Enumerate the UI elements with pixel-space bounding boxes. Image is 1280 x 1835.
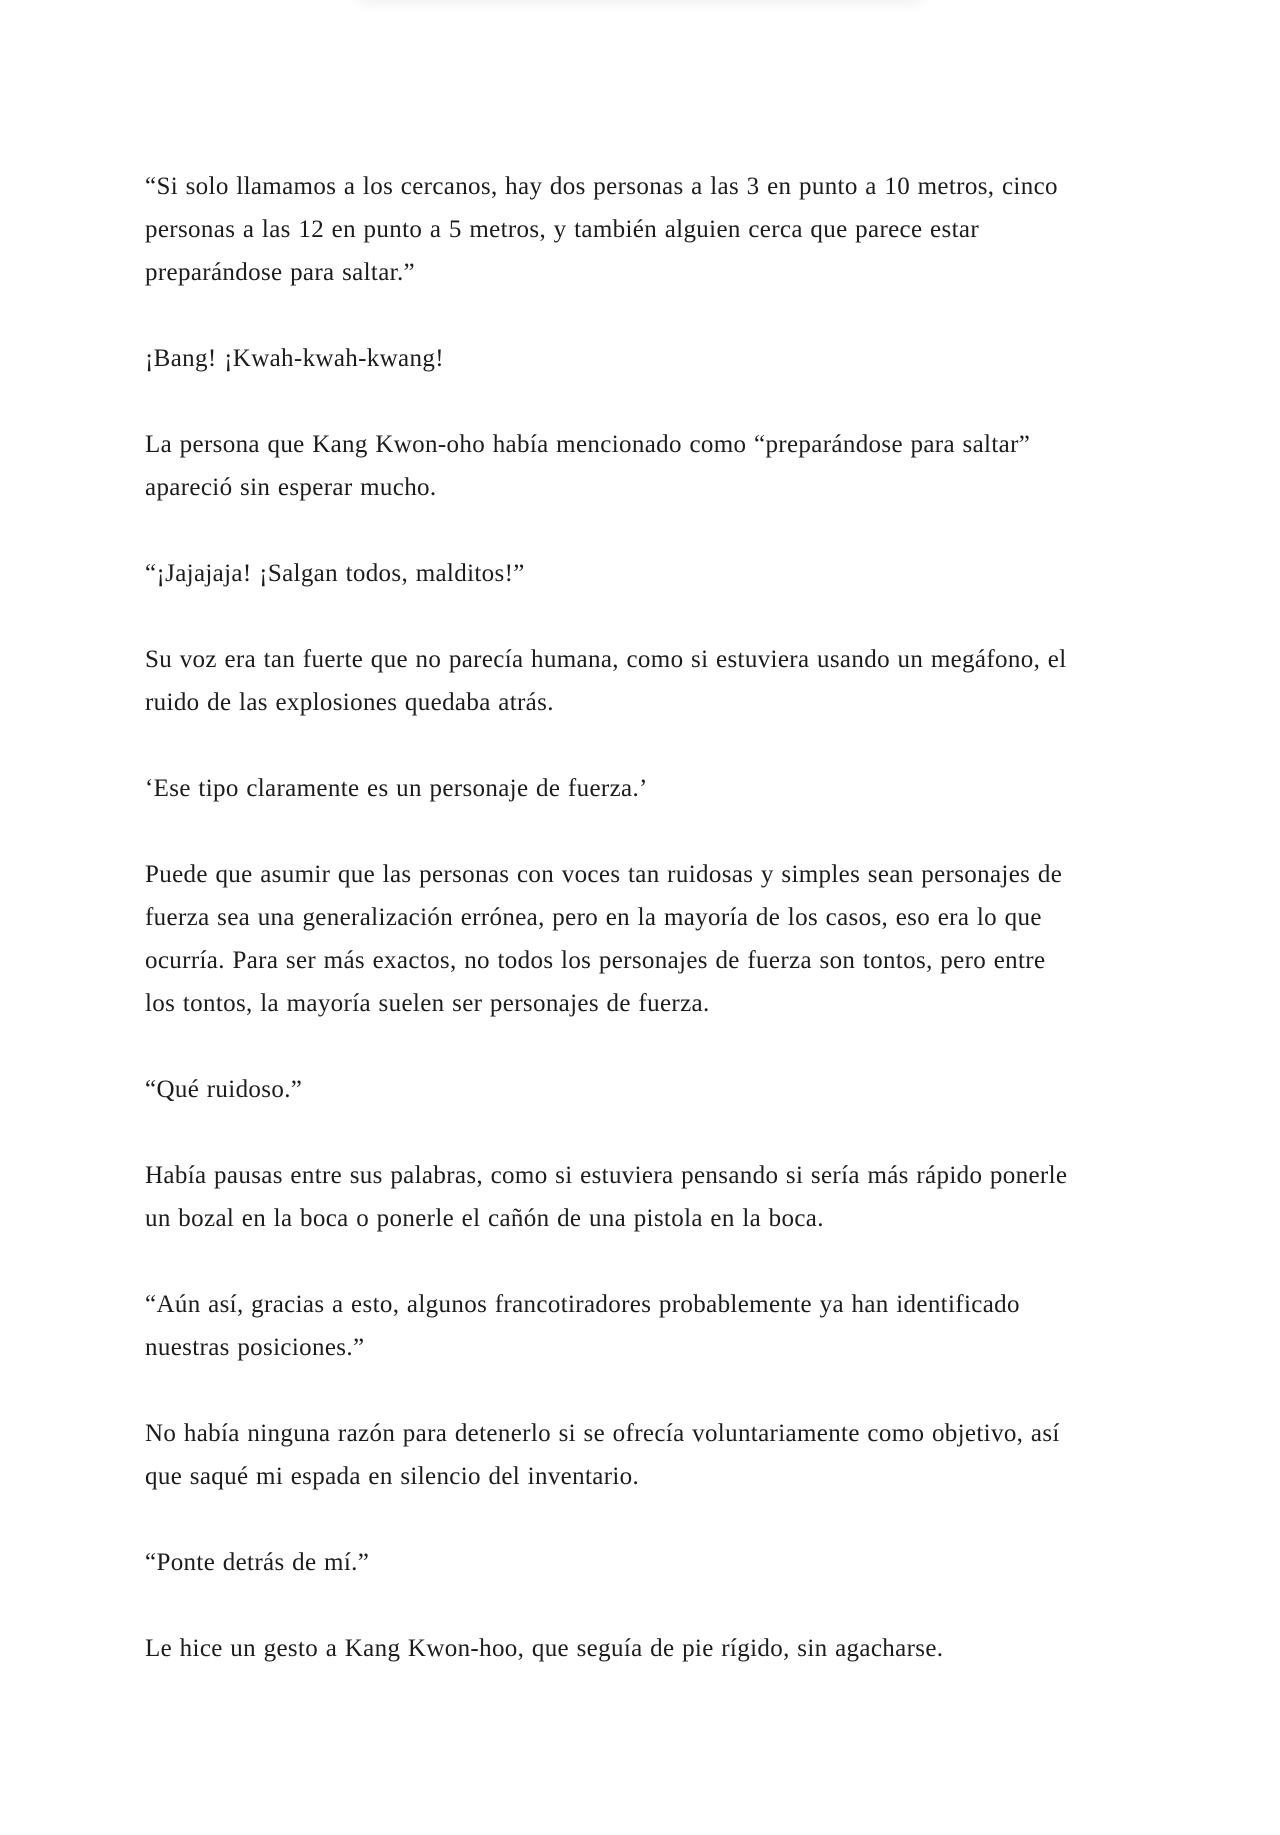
text-line: “Qué ruidoso.”	[145, 1076, 303, 1103]
text-line: Su voz era tan fuerte que no parecía humana, como si estuviera usando un megáfono, el	[145, 646, 1067, 673]
paragraph	[145, 552, 1185, 595]
text-line: “Si solo llamamos a los cercanos, hay dos personas a las 3 en punto a 10 metros, cinco	[145, 173, 1058, 200]
paragraph	[145, 767, 1185, 810]
text-line: personas a las 12 en punto a 5 metros, y también alguien cerca que parece estar	[145, 216, 979, 243]
paragraph	[145, 1154, 1185, 1240]
paragraph	[145, 165, 1185, 294]
text-line: preparándose para saltar.”	[145, 259, 415, 286]
text-line: Puede que asumir que las personas con voces tan ruidosas y simples sean personajes de	[145, 861, 1063, 888]
text-line: apareció sin esperar mucho.	[145, 474, 437, 501]
paragraph	[145, 423, 1185, 509]
text-line: fuerza sea una generalización errónea, pero en la mayoría de los casos, eso era lo que	[145, 904, 1042, 931]
text-line: ruido de las explosiones quedaba atrás.	[145, 689, 554, 716]
text-line: nuestras posiciones.”	[145, 1334, 365, 1361]
paragraph	[145, 638, 1185, 724]
paragraph	[145, 1412, 1185, 1498]
paragraph	[145, 1068, 1185, 1111]
text-line: Le hice un gesto a Kang Kwon-hoo, que seguía de pie rígido, sin agacharse.	[145, 1635, 944, 1662]
text-line: que saqué mi espada en silencio del inventario.	[145, 1463, 640, 1490]
chapter-text	[145, 165, 1185, 1713]
text-line: “¡Jajajaja! ¡Salgan todos, malditos!”	[145, 560, 525, 587]
text-line: No había ninguna razón para detenerlo si se ofrecía voluntariamente como objetivo, así	[145, 1420, 1060, 1447]
paragraph	[145, 1541, 1185, 1584]
text-line: “Aún así, gracias a esto, algunos francotiradores probablemente ya han identificado	[145, 1291, 1020, 1318]
text-line: Había pausas entre sus palabras, como si estuviera pensando si sería más rápido ponerle	[145, 1162, 1068, 1189]
text-line: un bozal en la boca o ponerle el cañón de una pistola en la boca.	[145, 1205, 824, 1232]
text-line: ‘Ese tipo claramente es un personaje de fuerza.’	[145, 775, 648, 802]
text-line: ocurría. Para ser más exactos, no todos los personajes de fuerza son tontos, pero entre	[145, 947, 1046, 974]
paragraph	[145, 853, 1185, 1025]
text-line: La persona que Kang Kwon-oho había mencionado como “preparándose para saltar”	[145, 431, 1031, 458]
paragraph	[145, 1627, 1185, 1670]
paragraph	[145, 1283, 1185, 1369]
text-line: “Ponte detrás de mí.”	[145, 1549, 370, 1576]
text-line: ¡Bang! ¡Kwah-kwah-kwang!	[145, 345, 444, 372]
paragraph	[145, 337, 1185, 380]
text-line: los tontos, la mayoría suelen ser personajes de fuerza.	[145, 990, 710, 1017]
